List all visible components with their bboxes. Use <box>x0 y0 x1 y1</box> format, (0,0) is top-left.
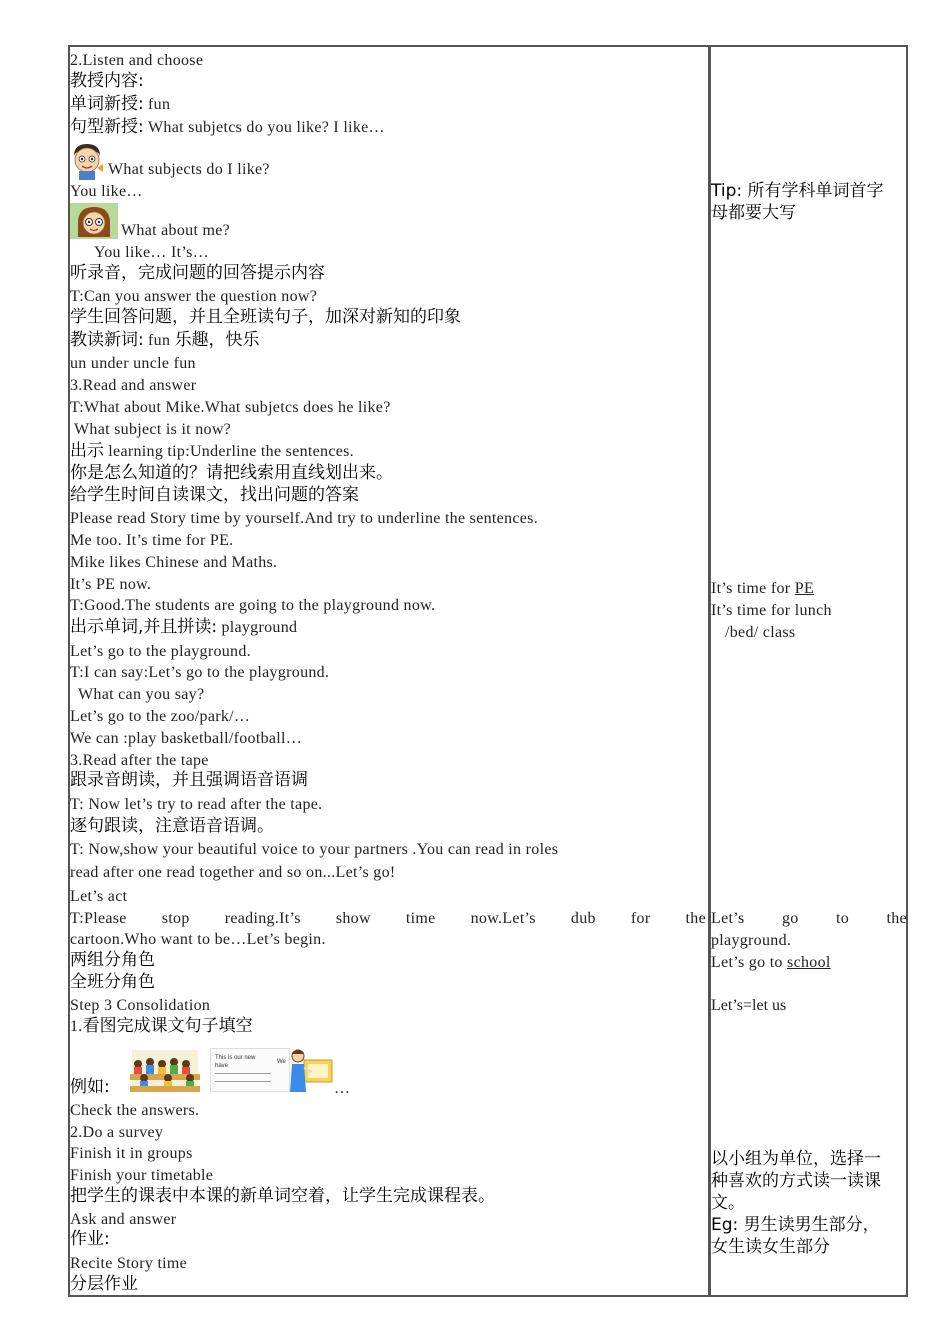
text-line <box>70 911 706 927</box>
text-line: Please read Story time by yourself.And try to underline the sentences. <box>70 510 538 527</box>
word: the <box>685 910 706 927</box>
word: reading.It’s <box>224 910 301 927</box>
text-line <box>70 332 260 349</box>
text-line: Check the answers. <box>70 1102 200 1119</box>
text-line: Finish your timetable <box>70 1167 214 1184</box>
text-line <box>70 1018 253 1035</box>
side-note-line: /bed/ class <box>725 624 796 641</box>
text-line: … <box>334 1080 351 1097</box>
text-line: 你是怎么知道的？请把线索用直线划出来。 <box>70 463 393 483</box>
text-line: 给学生时间自读课文，找出问题的答案 <box>70 485 359 505</box>
text-line: What subject is it now? <box>74 421 232 438</box>
text-line: T: Now let’s try to read after the tape. <box>70 796 323 813</box>
word: go <box>781 910 799 927</box>
side-note-line: It’s time for lunch <box>711 602 832 619</box>
word: dub <box>570 910 596 927</box>
side-note-line: 女生读女生部分 <box>711 1237 830 1257</box>
word: now.Let’s <box>470 910 536 927</box>
column-divider <box>708 47 711 1295</box>
side-note-line: Tip: 所有学科单词首字 <box>711 181 884 201</box>
text-line: 学生回答问题，并且全班读句子，加深对新知的印象 <box>70 307 461 327</box>
underlined-word: school <box>787 954 831 971</box>
text-span: 例如: <box>70 1077 110 1097</box>
text-line: T:What about Mike.What subjetcs does he like? <box>70 399 391 416</box>
word: stop <box>161 910 190 927</box>
teacher-picture <box>286 1046 334 1094</box>
word: to <box>836 910 850 927</box>
text-line: You like… <box>70 183 143 200</box>
worksheet-picture <box>210 1048 290 1092</box>
underlined-word: PE <box>794 580 815 597</box>
text-line: Me too. It’s time for PE. <box>70 532 234 549</box>
word: T:Please <box>70 910 127 927</box>
text-line: Let’s go to the playground. <box>70 643 251 660</box>
text-span: 句型新授: <box>70 117 144 137</box>
text-line: 教授内容: <box>70 71 144 91</box>
text-line: Recite Story time <box>70 1255 188 1272</box>
text-line: We can :play basketball/football… <box>70 730 303 747</box>
text-line: You like… It’s… <box>94 244 209 261</box>
text-span: 出示 <box>70 441 104 461</box>
boy-character-icon <box>70 142 104 180</box>
text-line: 作业: <box>70 1229 110 1249</box>
classroom-picture <box>128 1040 202 1094</box>
side-note-line: playground. <box>711 932 792 949</box>
text-line: cartoon.Who want to be…Let’s begin. <box>70 931 326 948</box>
blank-line <box>215 1073 271 1074</box>
text-span: learning tip:Underline the sentences. <box>104 443 354 460</box>
text-line: 2.Listen and choose <box>70 52 204 69</box>
side-note-line: 文。 <box>711 1193 745 1213</box>
text-span: 乐趣，快乐 <box>174 330 260 350</box>
side-note-line: 以小组为单位，选择一 <box>711 1149 881 1169</box>
text-span: fun <box>143 96 171 113</box>
side-note-line: 母都要大写 <box>711 203 796 223</box>
text-line: 听录音，完成问题的回答提示内容 <box>70 263 325 283</box>
text-span: It’s time for <box>711 580 795 597</box>
word: Let’s <box>711 910 745 927</box>
word: the <box>886 910 907 927</box>
text-line: Mike likes Chinese and Maths. <box>70 554 278 571</box>
side-note-line <box>711 911 907 927</box>
text-span: Let’s go to <box>711 954 788 971</box>
side-note-line <box>711 581 814 597</box>
text-line: T:Good.The students are going to the playground now. <box>70 597 436 614</box>
text-line: 逐句跟读，注意语音语调。 <box>70 816 274 836</box>
worksheet-line: We <box>277 1059 286 1065</box>
text-line: Finish it in groups <box>70 1145 193 1162</box>
text-line: 跟录音朗读，并且强调语音语调 <box>70 770 308 790</box>
text-line: Let’s go to the zoo/park/… <box>70 708 251 725</box>
text-span: playground <box>217 619 298 636</box>
text-line <box>70 119 385 136</box>
side-note-line: 种喜欢的方式读一读课 <box>711 1171 881 1191</box>
text-span: 看图完成课文句子填空 <box>82 1016 253 1036</box>
text-line: 全班分角色 <box>70 972 155 992</box>
text-span: 单词新授: <box>70 94 144 114</box>
text-line: It’s PE now. <box>70 576 152 593</box>
text-line <box>70 619 297 636</box>
text-line <box>70 96 170 113</box>
text-span: 出示单词,并且拼读: <box>70 617 218 637</box>
side-note-line: Let’s=let us <box>711 997 787 1014</box>
text-line: 把学生的课表中本课的新单词空着，让学生完成课程表。 <box>70 1186 495 1206</box>
word: time <box>405 910 436 927</box>
text-line: read after one read together and so on...Let’s go! <box>70 864 396 881</box>
text-line <box>70 443 354 460</box>
worksheet-line: have <box>215 1063 229 1069</box>
word: show <box>335 910 371 927</box>
text-line: 分层作业 <box>70 1274 138 1294</box>
text-span: 教读新词: <box>70 330 144 350</box>
girl-character-icon <box>70 203 118 239</box>
text-line: Ask and answer <box>70 1211 177 1228</box>
text-line: Let’s act <box>70 888 128 905</box>
text-line: Step 3 Consolidation <box>70 997 211 1014</box>
text-line: T:I can say:Let’s go to the playground. <box>70 664 330 681</box>
text-span: 1. <box>70 1018 83 1035</box>
text-line: 2.Do a survey <box>70 1124 164 1141</box>
text-line: T: Now,show your beautiful voice to your partners .You can read in roles <box>70 841 559 858</box>
blank-line <box>215 1081 271 1082</box>
text-line: 两组分角色 <box>70 950 155 970</box>
side-note-line: Eg: 男生读男生部分， <box>711 1215 880 1235</box>
text-line: What can you say? <box>78 686 205 703</box>
worksheet-line: This is our new <box>215 1055 256 1061</box>
text-span: What subjetcs do you like? I like… <box>143 119 385 136</box>
text-line: un under uncle fun <box>70 355 196 372</box>
word: for <box>630 910 651 927</box>
text-line <box>70 1079 110 1096</box>
side-note-line <box>711 955 831 971</box>
text-line: 3.Read after the tape <box>70 752 209 769</box>
text-line: 3.Read and answer <box>70 377 197 394</box>
text-line: T:Can you answer the question now? <box>70 288 318 305</box>
text-span: fun <box>143 332 175 349</box>
text-line: What about me? <box>121 222 231 239</box>
text-line: What subjects do I like? <box>108 161 270 178</box>
